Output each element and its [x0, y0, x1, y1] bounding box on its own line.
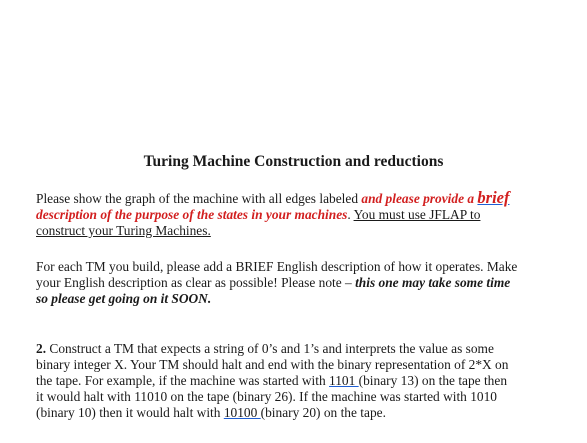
note-emphasis: this one may take some time [355, 275, 511, 290]
problem-text-c: (binary 10) then it would halt with [36, 405, 224, 420]
example-1101: 1101 [329, 373, 359, 388]
emphasis-red-purpose: description of the purpose of the states in your machines [36, 207, 348, 222]
description-paragraph [36, 259, 556, 307]
description-text: your English description as clear as possible! Please note – [36, 275, 356, 290]
jflap-requirement: You must use JFLAP to [353, 207, 481, 222]
problem-text-a: the tape. For example, if the machine was started with [36, 373, 330, 388]
instructions-line-3 [36, 223, 556, 239]
problem-text-d: (binary 20) on the tape. [260, 405, 386, 420]
emphasis-red: and please provide a [361, 191, 478, 206]
instructions-line-1 [36, 190, 556, 207]
problem-line-2: binary integer X. Your TM should halt and end with the binary representation of 2*X on [36, 357, 509, 372]
jflap-requirement-cont: construct your Turing Machines. [36, 223, 211, 238]
instructions-line-2 [36, 207, 556, 223]
brief-word: brief [477, 188, 510, 207]
note-emphasis-cont: so please get going on it SOON. [36, 291, 212, 306]
instructions-paragraph [36, 190, 556, 239]
problem-line-5 [36, 405, 556, 421]
problem-2-paragraph [36, 341, 556, 421]
problem-line-3 [36, 373, 556, 389]
problem-line-1 [36, 341, 556, 357]
problem-text-b: (binary 13) on the tape then [358, 373, 508, 388]
document-title: Turing Machine Construction and reductions [143, 153, 444, 170]
example-10100: 10100 [223, 405, 261, 420]
problem-number: 2. [36, 341, 47, 356]
problem-line-4: it would halt with 11010 on the tape (binary 26). If the machine was started with 1010 [36, 389, 498, 404]
description-line-2 [36, 275, 556, 291]
description-line-3 [36, 291, 556, 307]
instructions-text: Please show the graph of the machine with all edges labeled [36, 191, 362, 206]
problem-text: Construct a TM that expects a string of 0’s and 1’s and interprets the value as some [46, 341, 494, 356]
description-line-1: For each TM you build, please add a BRIEF English description of how it operates. Make [36, 259, 518, 274]
period: . [347, 207, 354, 222]
